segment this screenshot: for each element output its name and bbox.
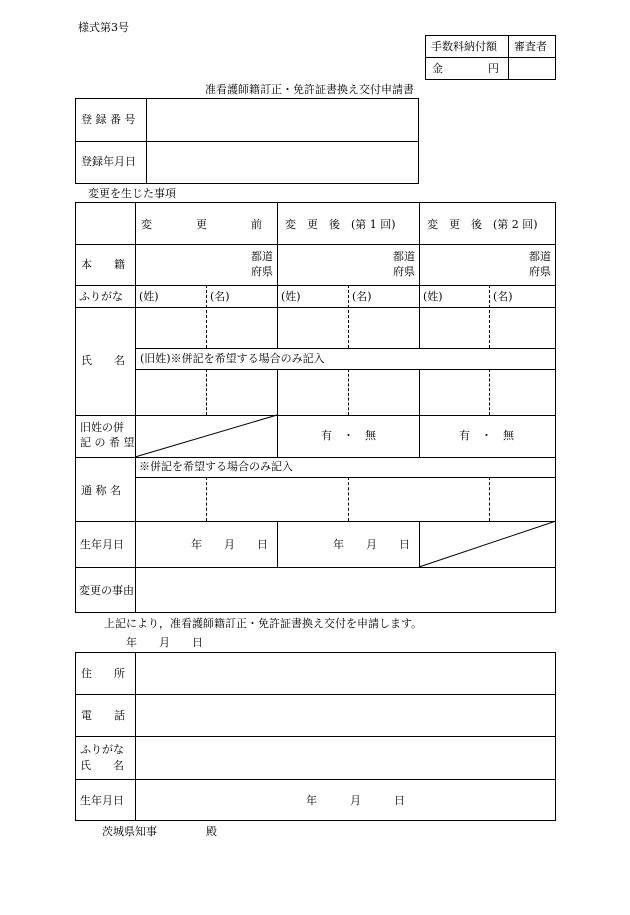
- old-surname-note: (旧姓)※併記を希望する場合のみ記入: [140, 352, 325, 365]
- honseki-label: 本 籍: [81, 258, 125, 271]
- applicant-name-field[interactable]: [137, 738, 554, 778]
- given-name-mark: (名): [210, 290, 230, 303]
- col-after-1: 変 更 後 (第 1 回): [285, 218, 396, 231]
- applicant-birthdate-label: 生年月日: [80, 794, 124, 807]
- registration-date-label: 登録年月日: [81, 155, 136, 168]
- addressee: 茨城県知事: [102, 825, 157, 838]
- prefecture-suffix: 府県: [251, 265, 273, 278]
- prefecture-suffix: 府県: [529, 265, 551, 278]
- amount-prefix: 金: [432, 62, 443, 75]
- alias-note: ※併記を希望する場合のみ記入: [139, 460, 293, 473]
- change-reason-field[interactable]: [137, 569, 554, 611]
- phone-field[interactable]: [137, 696, 554, 735]
- name-label: 氏 名: [81, 354, 125, 367]
- name-field-after-1[interactable]: [279, 309, 418, 347]
- strike-diagonal: [135, 415, 277, 457]
- applicant-name-label: 氏 名: [80, 759, 124, 772]
- page-title: 准看護師籍訂正・免許証書換え交付申請書: [205, 83, 414, 96]
- birthdate-label: 生年月日: [80, 538, 124, 551]
- honseki-field-after-1[interactable]: [279, 246, 389, 284]
- changes-heading: 変更を生じた事項: [88, 187, 176, 200]
- reviewer-field[interactable]: [510, 59, 554, 78]
- registration-date-field[interactable]: [148, 143, 417, 183]
- prefecture-suffix: 都道: [251, 250, 273, 263]
- surname-mark: (姓): [139, 290, 159, 303]
- honorific: 殿: [206, 825, 217, 838]
- col-after-2: 変 更 後 (第 2 回): [427, 218, 538, 231]
- form-number: 様式第3号: [78, 21, 129, 34]
- yes-no-choice[interactable]: 有 ・ 無: [321, 429, 376, 442]
- surname-mark: (姓): [281, 290, 301, 303]
- application-date: 年 月 日: [126, 636, 203, 649]
- amount-unit: 円: [488, 62, 499, 75]
- reviewer-label: 審査者: [514, 40, 547, 53]
- prefecture-suffix: 都道: [393, 250, 415, 263]
- old-surname-wish-label: 旧姓の併: [80, 421, 124, 434]
- furigana-label: ふりがな: [79, 290, 123, 303]
- address-field[interactable]: [137, 654, 554, 693]
- old-surname-wish-label: 記 の 希 望: [80, 436, 135, 449]
- strike-diagonal: [419, 521, 556, 567]
- honseki-field-after-2[interactable]: [421, 246, 525, 284]
- given-name-mark: (名): [493, 290, 513, 303]
- birthdate-ymd: 年 月 日: [191, 538, 268, 551]
- yes-no-choice[interactable]: 有 ・ 無: [459, 429, 514, 442]
- fee-label: 手数料納付額: [431, 40, 497, 53]
- declaration: 上記により，准看護師籍訂正・免許証書換え交付を申請します。: [104, 617, 423, 630]
- col-before: 変 更 前: [141, 218, 262, 231]
- surname-mark: (姓): [423, 290, 443, 303]
- birthdate-ymd: 年 月 日: [333, 538, 410, 551]
- amount-field[interactable]: [442, 59, 486, 78]
- registration-number-field[interactable]: [148, 100, 417, 140]
- prefecture-suffix: 都道: [529, 250, 551, 263]
- prefecture-suffix: 府県: [393, 265, 415, 278]
- given-name-mark: (名): [352, 290, 372, 303]
- phone-label: 電 話: [81, 709, 125, 722]
- registration-number-label: 登 録 番 号: [81, 113, 136, 126]
- applicant-birthdate-ymd: 年 月 日: [306, 794, 405, 807]
- alias-label: 通 称 名: [81, 484, 121, 497]
- change-reason-label: 変更の事由: [79, 584, 134, 597]
- honseki-field-before[interactable]: [137, 246, 247, 284]
- name-field-after-2[interactable]: [421, 309, 555, 347]
- name-field-before[interactable]: [137, 309, 276, 347]
- applicant-furigana-label: ふりがな: [80, 743, 124, 756]
- address-label: 住 所: [81, 667, 125, 680]
